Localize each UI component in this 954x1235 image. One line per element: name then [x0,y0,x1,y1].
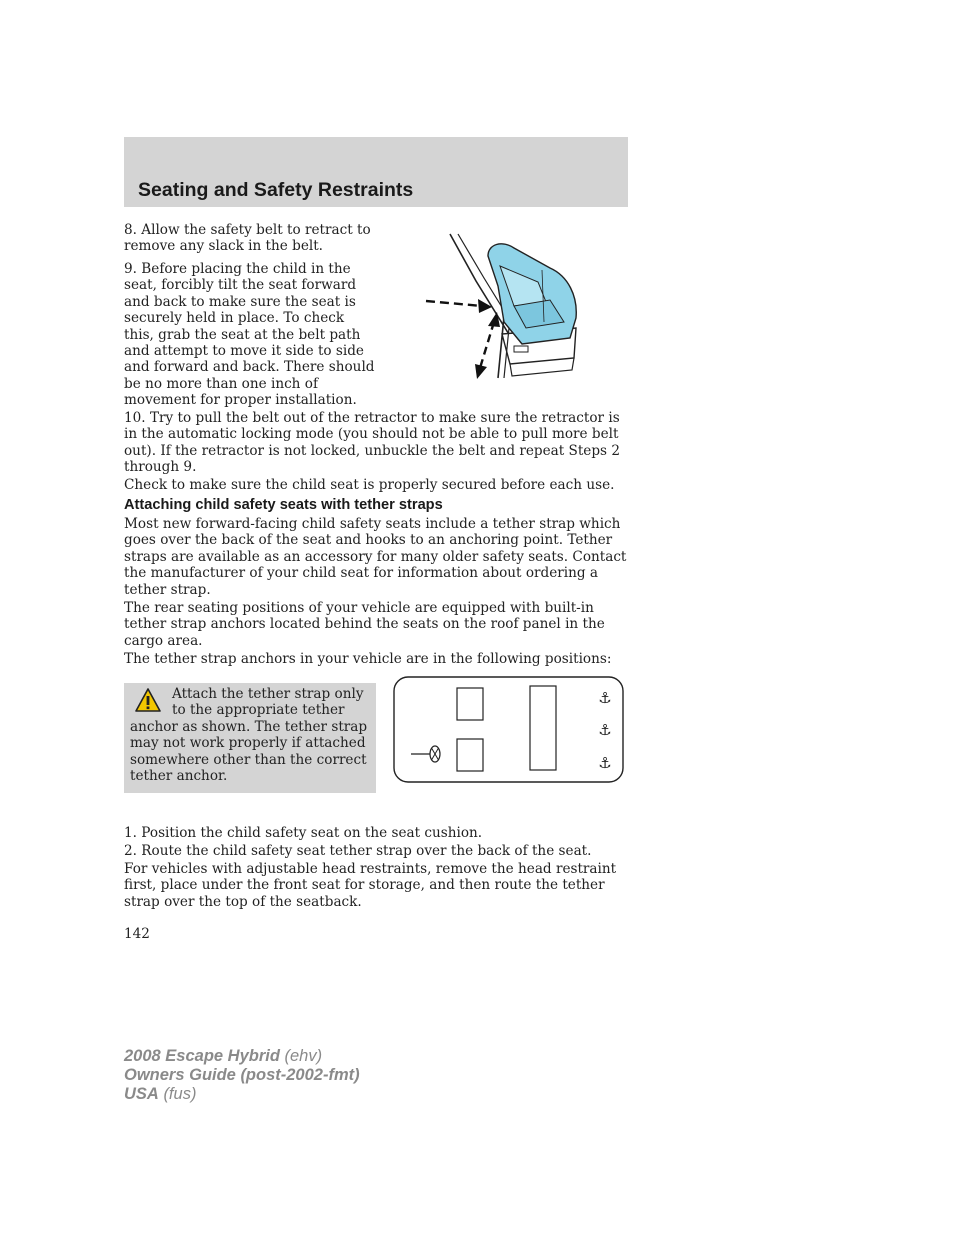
tether-anchor-icon: ⚓ [598,689,612,707]
footer-line-3 [124,1085,360,1104]
child-seat-illustration [418,226,582,386]
document-footer [124,1047,360,1104]
warning-text: Attach the tether strap only to the appropriate tether anchor as shown. The tether strap may not work properly if attached somewhere other than the correct tether anchor. [130,686,368,785]
section-title: Seating and Safety Restraints [138,179,414,201]
head-restraint-note: For vehicles with adjustable head restraints, remove the head restraint first, place under the front seat for storage, and then route the tether strap over the top of the seatback. [124,861,617,910]
tether-anchor-icon: ⚓ [598,754,612,772]
tether-paragraph-3: The tether strap anchors in your vehicle are in the following positions: [124,651,612,667]
footer-line-1 [124,1047,360,1066]
step-10: 10. Try to pull the belt out of the retractor to make sure the retractor is in the automatic locking mode (you should not be able to pull more belt out). If the retractor is not locked, unbuckle the belt and repeat Steps 2 through 9. [124,410,620,476]
warning-box [124,683,376,793]
tether-paragraph-1: Most new forward-facing child safety seats include a tether strap which goes over the back of the seat and hooks to an anchoring point. Tether straps are available as an accessory for many older safety seats. Contact the manufacturer of your child seat for information about ordering a tether strap. [124,516,627,598]
step-1: 1. Position the child safety seat on the seat cushion. [124,825,483,841]
tether-section-heading: Attaching child safety seats with tether straps [124,497,443,513]
step-2: 2. Route the child safety seat tether strap over the back of the seat. [124,843,592,859]
footer-model-code: (ehv) [284,1047,323,1065]
tether-anchor-icon: ⚓ [598,721,612,739]
footer-line-2 [124,1066,360,1085]
page-number: 142 [124,926,150,942]
footer-guide: Owners Guide (post-2002-fmt) [124,1066,360,1084]
section-header-band [124,137,628,207]
tether-paragraph-2: The rear seating positions of your vehicle are equipped with built-in tether strap anchors located behind the seats on the roof panel in the cargo area. [124,600,605,649]
step-8: 8. Allow the safety belt to retract to remove any slack in the belt. [124,222,371,255]
footer-market: USA [124,1085,159,1103]
tether-anchor-diagram [393,676,624,783]
step-9: 9. Before placing the child in the seat, forcibly tilt the seat forward and back to make sure the seat is securely held in place. To check this, grab the seat at the belt path and attempt to move it side to side and forward and back. There should be no more than one inch of movement for proper installation. [124,261,375,409]
footer-market-code: (fus) [163,1085,197,1103]
check-note: Check to make sure the child seat is properly secured before each use. [124,477,615,493]
footer-model: 2008 Escape Hybrid [124,1047,280,1065]
